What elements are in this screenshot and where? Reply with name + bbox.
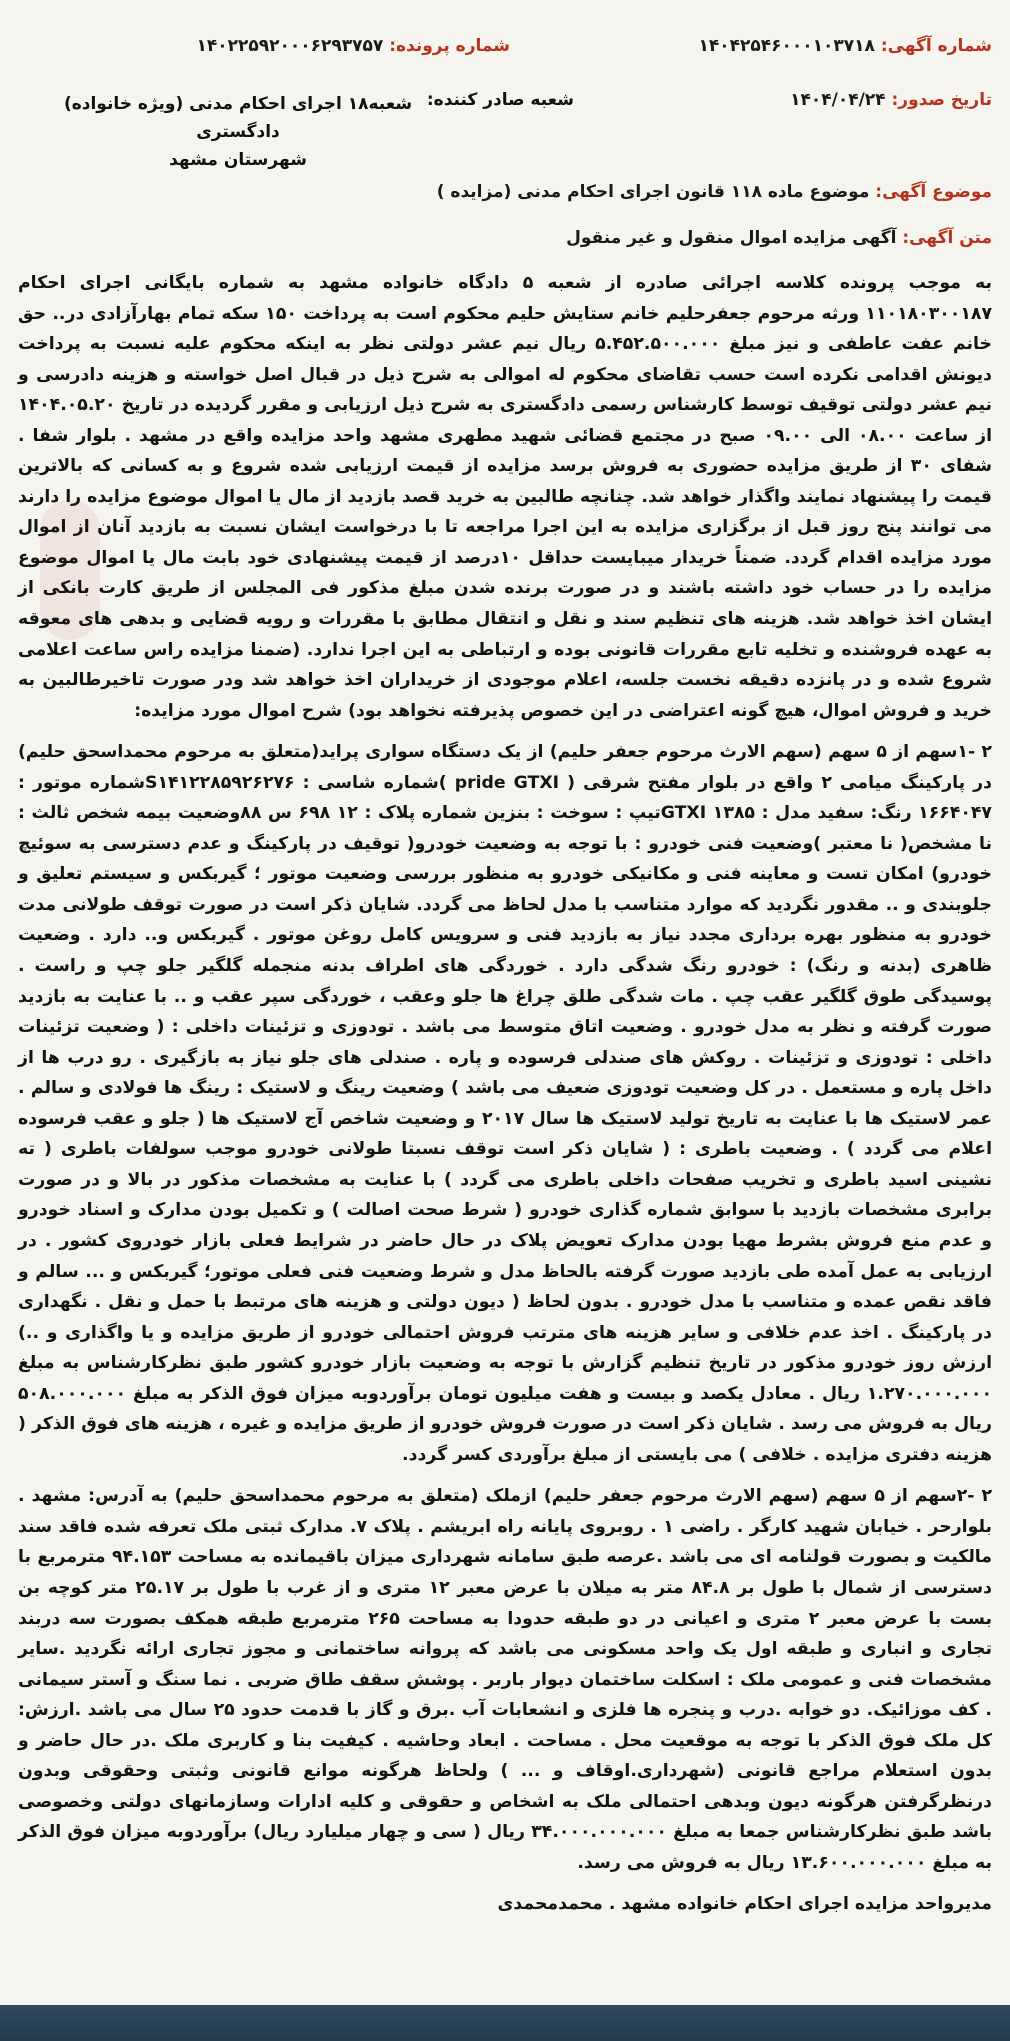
- signature: مدیرواحد مزایده اجرای احکام خانواده مشهد . محمدمحمدی: [497, 1894, 992, 1915]
- subject-label: موضوع آگهی:: [875, 182, 992, 202]
- footer-bar: [0, 2005, 1010, 2041]
- body-heading-row: [566, 228, 992, 248]
- issue-date: [790, 90, 992, 110]
- issue-date-label: تاریخ صدور:: [891, 90, 992, 110]
- issuer-label: شعبه صادر کننده:: [426, 90, 574, 110]
- subject-value: موضوع ماده ۱۱۸ قانون اجرای احکام مدنی (مزایده ): [436, 182, 870, 202]
- ad-number: [698, 36, 992, 56]
- notice-body: [18, 268, 992, 1931]
- issue-date-value: ۱۴۰۴/۰۴/۲۴: [790, 90, 886, 110]
- issuer-value-line2: شهرستان مشهد: [169, 150, 307, 170]
- ad-number-value: ۱۴۰۴۲۵۴۶۰۰۰۱۰۳۷۱۸: [698, 36, 875, 56]
- paragraph-vehicle: ۲ -۱سهم از ۵ سهم (سهم الارث مرحوم جعفر حلیم) از یک دستگاه سواری پراید(متعلق به مرحوم محمداسحق حلیم) در پارکینگ میامی ۲ واقع در بلوار مفتح شرقی ( pride GTXI )شماره شاسی : S۱۴۱۲۲۸۵۹۲۶۲۷۶شماره موتور : ۱۶۶۴۰۴۷ رنگ: سفید مدل : ۱۳۸۵ GTXIتیپ : سوخت : بنزین شماره پلاک : ۱۲ ۶۹۸ س ۸۸وضعیت بیمه شخص ثالث : نا مشخص( نا معتبر )وضعیت فنی خودرو : با توجه به وضعیت خودرو( توقیف در پارکینگ و عدم دسترسی به سوئیچ خودرو) امکان تست و معاینه فنی و مکانیکی خودرو به منظور بررسی وضعیت موتور ؛ گیربکس و سیستم تعلیق و جلوبندی و .. مقدور نگردید که موارد متناسب با مدل لحاظ می گردد. شایان ذکر است در صورت توقف طولانی مدت خودرو به منظور بهره برداری مجدد نیاز به بازدید فنی و سرویس کامل روغن موتور . گیربکس و.. دارد . وضعیت ظاهری (بدنه و رنگ) : خودرو رنگ شدگی دارد . خوردگی های اطراف بدنه منجمله گلگیر جلو چپ و راست . پوسیدگی طوق گلگیر عقب چپ . مات شدگی طلق چراغ ها جلو وعقب ، خوردگی سپر عقب و .. با عنایت به بازدید صورت گرفته و نظر به مدل خودرو . وضعیت اتاق متوسط می باشد . تودوزی و تزئینات داخلی : ( وضعیت تزئینات داخلی : تودوزی و تزئینات . روکش های صندلی فرسوده و پاره . صندلی های جلو نیاز به بازگیری . رو درب ها از داخل پاره و مستعمل . در کل وضعیت تودوزی ضعیف می باشد ) وضعیت رینگ و لاستیک : رینگ ها فولادی و سالم . عمر لاستیک ها با عنایت به تاریخ تولید لاستیک ها سال ۲۰۱۷ و وضعیت شاخص آج لاستیک ها ( جلو و عقب فرسوده اعلام می گردد ) . وضعیت باطری : ( شایان ذکر است توقف نسبتا طولانی خودرو موجب سولفات باطری ( ته نشینی اسید باطری و تخریب صفحات داخلی باطری می گردد ) با عنایت به مشخصات مذکور در بالا و در صورت برابری مشخصات بازدید با سوابق شماره گذاری خودرو ( شرط صحت اصالت ) و تکمیل بودن مدارک و اسناد خودرو و عدم منع فروش بشرط مهیا بودن مدارک تعویض پلاک در حال حاضر در شرایط فعلی بازار خودروی کشور . در ارزیابی به عمل آمده طی بازدید صورت گرفته بالحاظ مدل و شرط وضعیت فنی فعلی موتور؛ گیربکس و ... سالم و فاقد نقص عمده و متناسب با مدل خودرو . بدون لحاظ ( دیون دولتی و هزینه های مرتبط با حمل و نقل . نگهداری در پارکینگ . اخذ عدم خلافی و سایر هزینه های مترتب فروش احتمالی خودرو از طریق مزایده و یا واگذاری و ..) ارزش روز خودرو مذکور در تاریخ تنظیم گزارش با توجه به وضعیت بازار خودرو کشور طبق نظرکارشناس به مبلغ ۱.۲۷۰.۰۰۰.۰۰۰ ریال . معادل یکصد و بیست و هفت میلیون تومان برآوردوبه میزان فوق الذکر به مبلغ ۵۰۸.۰۰۰.۰۰۰ ریال به فروش می رسد . شایان ذکر است در صورت فروش خودرو از طریق مزایده و غیره ، هزینه های فوق الذکر ( هزینه دفتری مزایده . خلافی ) می بایستی از مبلغ برآوردی کسر گردد.: [18, 742, 993, 1465]
- issuer-value-line1: شعبه۱۸ اجرای احکام مدنی (ویژه خانواده) دادگستری: [63, 94, 413, 142]
- case-number: [196, 36, 510, 56]
- subject-row: [437, 182, 992, 202]
- ad-number-label: شماره آگهی:: [880, 36, 992, 56]
- paragraph-property: ۲ -۲سهم از ۵ سهم (سهم الارث مرحوم جعفر حلیم) ازملک (متعلق به مرحوم محمداسحق حلیم) به آدرس: مشهد . بلوارحر . خیابان شهید کارگر . راضی ۱ . روبروی پایانه راه ابریشم . پلاک ۷. مدارک ثبتی ملک تعرفه شده فاقد سند مالکیت و بصورت قولنامه ای می باشد .عرصه طبق سامانه شهرداری میزان باقیمانده به مساحت ۹۴.۱۵۳ مترمربع با دسترسی از شمال با طول بر ۸۴.۸ متر به میلان با عرض معبر ۱۲ متری و از غرب با طول بر ۲۵.۱۷ متر کوچه بن بست با عرض معبر ۲ متری و اعیانی در دو طبقه حدودا به مساحت ۲۶۵ مترمربع طبقه همکف بصورت سه دربند تجاری و انباری و طبقه اول یک واحد مسکونی می باشد که پروانه ساختمانی و مجوز تجاری ارائه نگردید .سایر مشخصات فنی و عمومی ملک : اسکلت ساختمان دیوار باربر . پوشش سقف طاق ضربی . نما سنگ و آستر سیمانی . کف موزائیک. دو خوابه .درب و پنجره ها فلزی و انشعابات آب .برق و گاز با قدمت حدود ۲۵ سال می باشد .ارزش: کل ملک فوق الذکر با توجه به موقعیت محل . مساحت . ابعاد وحاشیه . کیفیت بنا و کاربری ملک .در حال حاضر و بدون استعلام مراجع قانونی (شهرداری.اوقاف و ... ) ولحاظ هرگونه موانع قانونی وثبتی وحقوقی وبدون درنظرگرفتن هرگونه دیون وبدهی احتمالی ملک به اشخاص و حقوقی و کلیه ادارات وسازمانهای دولتی وخصوصی باشد طبق نظرکارشناس جمعا به مبلغ ۳۴.۰۰۰.۰۰۰.۰۰۰ ریال ( سی و چهار میلیارد ریال) برآوردوبه میزان فوق الذکر به مبلغ ۱۳.۶۰۰.۰۰۰.۰۰۰ ریال به فروش می رسد.: [18, 1486, 992, 1873]
- body-heading-value: آگهی مزایده اموال منقول و غیر منقول: [566, 228, 897, 248]
- case-number-label: شماره پرونده:: [389, 36, 510, 56]
- paragraph-intro: به موجب پرونده کلاسه اجرائی صادره از شعبه ۵ دادگاه خانواده مشهد به شماره بایگانی اجرای احکام ۱۱۰۱۸۰۳۰۰۱۸۷ ورثه مرحوم جعفرحلیم خانم ستایش حلیم محکوم است به پرداخت ۱۵۰ سکه تمام بهارآزادی در.. حق خانم عفت عاطفی و نیز مبلغ ۵.۴۵۲.۵۰۰.۰۰۰ ریال نیم عشر دولتی نظر به اینکه محکوم علیه نسبت به پرداخت دیونش اقدامی نکرده است حسب تقاضای محکوم له اموالی به شرح ذیل در قبال اصل خواسته و هزینه دادرسی و نیم عشر دولتی توقیف توسط کارشناس رسمی دادگستری به شرح ذیل ارزیابی و مقرر گردیده در تاریخ ۱۴۰۴.۰۵.۲۰ از ساعت ۰۸.۰۰ الی ۰۹.۰۰ صبح در مجتمع قضائی شهید مطهری مشهد واحد مزایده واقع در مشهد . بلوار شفا . شفای ۳۰ از طریق مزایده حضوری به فروش برسد مزایده از قیمت ارزیابی شده شروع و به کسانی که بالاترین قیمت را پیشنهاد نمایند واگذار خواهد شد. چنانچه طالبین به خرید قصد بازدید از مال یا اموال موضوع مزایده را دارند می توانند پنج روز قبل از برگزاری مزایده به این اجرا مراجعه تا با درخواست ایشان نسبت به بازدید آنان از اموال مورد مزایده اقدام گردد. ضمناً خریدار میبایست حداقل ۱۰درصد از قیمت پیشنهادی خود بابت مال یا اموال موضوع مزایده را در حساب خود داشته باشند و در صورت برنده شدن مبلغ مذکور فی المجلس از طریق کارت بانکی از ایشان اخذ خواهد شد. هزینه های تنظیم سند و نقل و انتقال مطابق با مقررات و رویه قضایی و بدهی های معوقه به عهده فروشنده و تخلیه تابع مقررات قانونی بوده و ارتباطی به این اجرا ندارد. (ضمنا مزایده راس ساعت اعلامی شروع شده و در پانزده دقیقه نخست جلسه، اعلام موجودی از خریداران اخذ خواهد شد ودر صورت تاخیرطالبین به خرید و فروش اموال، هیچ گونه اعتراضی در این خصوص پذیرفته نخواهد بود) شرح اموال مورد مزایده:: [18, 273, 992, 721]
- issuer-value: [48, 90, 428, 174]
- case-number-value: ۱۴۰۲۲۵۹۲۰۰۰۶۲۹۳۷۵۷: [196, 36, 384, 56]
- body-heading-label: متن آگهی:: [902, 228, 992, 248]
